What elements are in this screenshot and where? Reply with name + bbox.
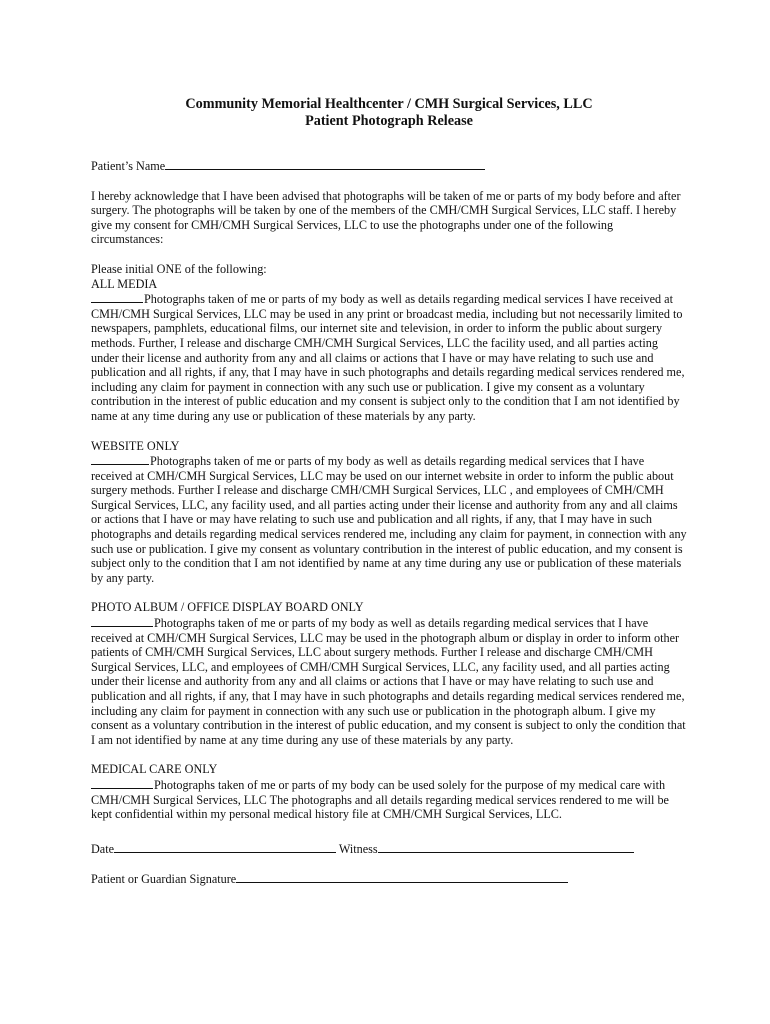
section-heading: WEBSITE ONLY	[91, 438, 180, 453]
date-witness-row	[91, 841, 687, 857]
initial-field-medical-care[interactable]	[91, 777, 153, 789]
initial-field-photo-album[interactable]	[91, 615, 153, 627]
form-subtitle: Patient Photograph Release	[305, 113, 473, 129]
section-body	[91, 453, 687, 585]
acknowledgement-text: I hereby acknowledge that I have been advised that photographs will be taken of me or parts of my body before and after surgery. The photographs will be taken by one of the members of the CMH/CMH Surgical Services, LLC staff. I hereby give my consent for CMH/CMH Surgical Services, LLC to use the photographs under one of the following circumstances:	[91, 188, 681, 247]
patient-name-field[interactable]	[165, 158, 485, 170]
form-header	[91, 96, 687, 130]
patient-name-label: Patient’s Name	[91, 159, 166, 173]
section-heading: MEDICAL CARE ONLY	[91, 762, 218, 777]
patient-name-row	[91, 158, 687, 174]
date-field[interactable]	[114, 841, 336, 853]
section-heading: PHOTO ALBUM / OFFICE DISPLAY BOARD ONLY	[91, 600, 364, 615]
instruction-text: Please initial ONE of the following:	[91, 261, 267, 276]
form-title: Community Memorial Healthcenter / CMH Surgical Services, LLC	[185, 96, 593, 112]
section-text: Photographs taken of me or parts of my body can be used solely for the purpose of my medical care with CMH/CMH Surgical Services, LLC The photographs and all details regarding medical services rendered to me will be kept confidential within my personal medical history file at CMH/CMH Surgical Services, LLC.	[91, 777, 669, 822]
initial-field-website-only[interactable]	[91, 453, 149, 465]
signature-field[interactable]	[236, 871, 568, 883]
section-body	[91, 291, 687, 423]
section-medical-care	[91, 762, 687, 821]
section-text: Photographs taken of me or parts of my body as well as details regarding medical services I have received at CMH/CMH Surgical Services, LLC may be used in any print or broadcast media, including but not necessarily limited to newspapers, pamphlets, educational films, our internet site and television, in order to inform the public about surgery methods. Further, I release and discharge CMH/CMH Surgical Services, LLC the facility used, and all parties acting under their license and authority from any and all claims or actions that I have or may have relating to such use and publication and all rights, if any, that I may have in such photographs and details regarding medical services rendered me, including any claim for payment in connection with any such use or publication. I give my consent as a voluntary contribution in the interest of public education and my consent is subject only to the condition that I am not identified by name at any time during any use or publication of these materials by any party.	[91, 292, 685, 423]
section-website-only	[91, 439, 687, 586]
signature-label: Patient or Guardian Signature	[91, 872, 237, 887]
witness-field[interactable]	[378, 841, 634, 853]
initial-field-all-media[interactable]	[91, 291, 143, 303]
section-photo-album	[91, 600, 687, 747]
date-label: Date	[91, 841, 115, 856]
section-body	[91, 615, 687, 747]
section-text: Photographs taken of me or parts of my body as well as details regarding medical services that I have received at CMH/CMH Surgical Services, LLC may be used on our internet website in order to inform the public about surgery methods. Further I release and discharge CMH/CMH Surgical Services, LLC , and employees of CMH/CMH Surgical Services, LLC, any facility used, and all parties acting under their license and authority from any and all claims or actions that I have or may have relating to such use and publication and all rights, if any, that I may have in such photographs and details regarding medical services rendered me, including any claim for payment, in connection with any such use or publication. I give my consent as voluntary contribution in the interest of public education, and my consent is subject only to the condition that I am not identified by name at any time during any use or publication of these materials by any party.	[91, 454, 687, 585]
section-heading: ALL MEDIA	[91, 276, 158, 291]
section-all-media	[91, 277, 687, 424]
section-body	[91, 777, 687, 822]
signature-row	[91, 871, 687, 887]
witness-label: Witness	[338, 841, 378, 856]
release-form	[91, 96, 687, 887]
section-text: Photographs taken of me or parts of my body as well as details regarding medical services that I have received at CMH/CMH Surgical Services, LLC may be used in the photograph album or display in order to inform other patients of CMH/CMH Surgical Services, LLC about surgery methods. Further I release and discharge CMH/CMH Surgical Services, LLC, and employees of CMH/CMH Surgical Services, LLC, any facility used, and all parties acting under their license and authority from any and all claims or actions that I have or may have relating to such use and publication and all rights, if any, that I may have in such photographs and details regarding medical services rendered me, including any claim for payment in connection with any such use or publication in the photograph album. I give my consent as a voluntary contribution in the interest of public education, and my consent is subject to only the condition that I am not identified by name at any time during any use of these materials by any party.	[91, 616, 686, 747]
